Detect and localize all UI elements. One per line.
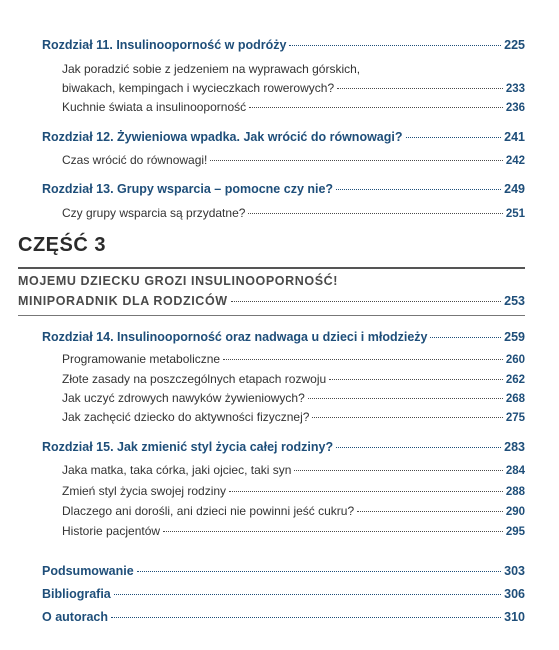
page-number: 288: [505, 486, 525, 498]
part-heading: MINIPORADNIK DLA RODZICÓW: [18, 294, 228, 308]
toc-summary[interactable]: [42, 564, 525, 578]
entry-title: Zmień styl życia swojej rodziny: [62, 484, 227, 498]
dot-leader: [312, 417, 502, 418]
dot-leader: [229, 491, 503, 492]
section-title: Bibliografia: [42, 587, 111, 601]
page-number: 253: [504, 294, 525, 308]
dot-leader: [231, 301, 501, 302]
toc-chapter-13[interactable]: [42, 182, 525, 196]
toc-entry[interactable]: [62, 100, 525, 114]
page-number: 242: [505, 155, 525, 167]
page-number: 303: [504, 564, 525, 578]
entry-title: Czy grupy wsparcia są przydatne?: [62, 206, 246, 220]
toc-chapter-11[interactable]: [42, 38, 525, 52]
page-number: 295: [505, 526, 525, 538]
dot-leader: [289, 45, 501, 46]
page-number: 268: [505, 393, 525, 405]
toc-chapter-15[interactable]: [42, 440, 525, 454]
page-number: 284: [505, 465, 525, 477]
page-number: 236: [505, 102, 525, 114]
chapter-title: Rozdział 13. Grupy wsparcia – pomocne czy nie?: [42, 182, 334, 196]
toc-entry[interactable]: [62, 81, 525, 95]
dot-leader: [336, 189, 501, 190]
dot-leader: [336, 447, 501, 448]
toc-entry[interactable]: [62, 372, 525, 386]
page-number: 283: [504, 440, 525, 454]
toc-about-authors[interactable]: [42, 610, 525, 624]
toc-entry-line[interactable]: Jak poradzić sobie z jedzeniem na wyprawach górskich,: [62, 62, 361, 76]
chapter-title: Rozdział 15. Jak zmienić styl życia całej rodziny?: [42, 440, 334, 454]
dot-leader: [210, 160, 502, 161]
dot-leader: [357, 511, 503, 512]
entry-title: Jak uczyć zdrowych nawyków żywieniowych?: [62, 391, 305, 405]
page-number: 251: [505, 208, 525, 220]
page-number: 249: [504, 182, 525, 196]
chapter-title: Rozdział 11. Insulinooporność w podróży: [42, 38, 287, 52]
page-number: 262: [505, 374, 525, 386]
dot-leader: [223, 359, 503, 360]
toc-entry[interactable]: [62, 206, 525, 220]
section-title: O autorach: [42, 610, 108, 624]
dot-leader: [337, 88, 503, 89]
toc-entry[interactable]: [62, 391, 525, 405]
toc-entry[interactable]: [62, 484, 525, 498]
part-divider: [18, 267, 525, 269]
entry-title: Jaka matka, taka córka, jaki ojciec, taki syn: [62, 463, 292, 477]
toc-entry[interactable]: [62, 410, 525, 424]
toc-entry[interactable]: [62, 352, 525, 366]
dot-leader: [406, 137, 502, 138]
page-number: 259: [504, 330, 525, 344]
entry-title: Czas wrócić do równowagi!: [62, 153, 208, 167]
dot-leader: [294, 470, 502, 471]
dot-leader: [430, 337, 501, 338]
dot-leader: [137, 571, 501, 572]
dot-leader: [248, 213, 502, 214]
toc-entry[interactable]: [62, 153, 525, 167]
entry-title: Programowanie metaboliczne: [62, 352, 221, 366]
page-number: 290: [505, 506, 525, 518]
section-title: Podsumowanie: [42, 564, 134, 578]
part-rule: [18, 315, 525, 316]
entry-title: biwakach, kempingach i wycieczkach rowerowych?: [62, 81, 335, 95]
page-number: 275: [505, 412, 525, 424]
toc-chapter-14[interactable]: [42, 330, 525, 344]
page-number: 225: [504, 38, 525, 52]
dot-leader: [249, 107, 503, 108]
toc-bibliography[interactable]: [42, 587, 525, 601]
entry-title: Kuchnie świata a insulinooporność: [62, 100, 247, 114]
toc-entry[interactable]: [62, 524, 525, 538]
toc-entry[interactable]: [62, 504, 525, 518]
entry-title: Złote zasady na poszczególnych etapach rozwoju: [62, 372, 327, 386]
toc-chapter-12[interactable]: [42, 130, 525, 144]
entry-title: Jak zachęcić dziecko do aktywności fizycznej?: [62, 410, 310, 424]
entry-title: Historie pacjentów: [62, 524, 161, 538]
toc-part-3[interactable]: [18, 294, 525, 308]
dot-leader: [163, 531, 503, 532]
chapter-title: Rozdział 14. Insulinooporność oraz nadwaga u dzieci i młodzieży: [42, 330, 428, 344]
dot-leader: [111, 617, 501, 618]
page-number: 241: [504, 130, 525, 144]
dot-leader: [114, 594, 501, 595]
entry-title: Dlaczego ani dorośli, ani dzieci nie powinni jeść cukru?: [62, 504, 355, 518]
dot-leader: [329, 379, 503, 380]
chapter-title: Rozdział 12. Żywieniowa wpadka. Jak wrócić do równowagi?: [42, 130, 403, 144]
toc-entry[interactable]: [62, 463, 525, 477]
part-label: CZĘŚĆ 3: [18, 234, 106, 256]
page-number: 306: [504, 587, 525, 601]
part-heading-line[interactable]: MOJEMU DZIECKU GROZI INSULINOOPORNOŚĆ!: [18, 274, 339, 288]
page-number: 233: [505, 83, 525, 95]
page-number: 310: [504, 610, 525, 624]
dot-leader: [308, 398, 503, 399]
page-number: 260: [505, 354, 525, 366]
